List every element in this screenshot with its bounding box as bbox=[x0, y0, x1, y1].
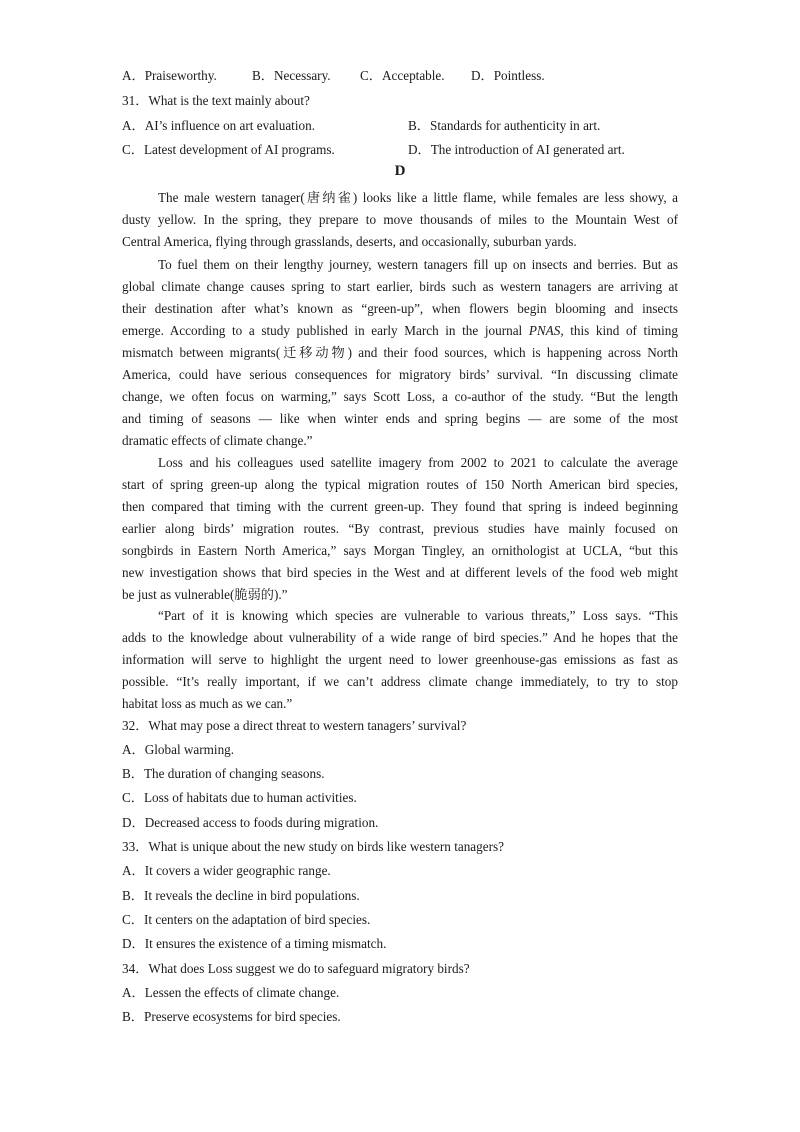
text-line: Loss and his colleagues used satellite imagery from 2002 to 2021 to calculate the average bbox=[158, 455, 678, 470]
text-line: mismatch between migrants(迁移动物) and their food sources, which is happening across North bbox=[122, 345, 678, 360]
q32-option-c: C．Loss of habitats due to human activities. bbox=[122, 790, 357, 805]
text-line: new investigation shows that bird species in the West and at different levels of the food web might bbox=[122, 565, 678, 580]
q33-option-a: A．It covers a wider geographic range. bbox=[122, 863, 331, 878]
text-line: adds to the knowledge about vulnerability of a wide range of bird species.” And he hopes that the bbox=[122, 630, 678, 645]
journal-name: PNAS bbox=[528, 323, 561, 338]
text-line: and timing of seasons — like when winter ends and spring begins — are some of the most bbox=[122, 411, 678, 426]
q31-option-d: D．The introduction of AI generated art. bbox=[408, 142, 625, 157]
q33-option-d: D．It ensures the existence of a timing mismatch. bbox=[122, 936, 387, 951]
text-line: be just as vulnerable(脆弱的).” bbox=[122, 587, 288, 602]
q33-option-b: B．It reveals the decline in bird populations. bbox=[122, 888, 360, 903]
passage-paragraph-1 bbox=[122, 190, 678, 256]
text-line: change, we often focus on warming,” says Scott Loss, a co-author of the study. “But the length bbox=[122, 389, 678, 404]
text-line: Central America, flying through grasslands, deserts, and occasionally, suburban yards. bbox=[122, 234, 577, 249]
text-line: The male western tanager(唐纳雀) looks like a little flame, while females are less showy, a bbox=[158, 190, 678, 205]
text-line: possible. “It’s really important, if we can’t address climate change immediately, to try to stop bbox=[122, 674, 678, 689]
text-line: start of spring green-up along the typical migration routes of 150 North American bird species, bbox=[122, 477, 678, 492]
passage-paragraph-4 bbox=[122, 608, 678, 718]
text-line: then compared that timing with the current green-up. They found that spring is indeed beginning bbox=[122, 499, 678, 514]
prev-option-b: B．Necessary. bbox=[252, 68, 331, 83]
section-title: D bbox=[394, 163, 406, 179]
prev-option-d: D．Pointless. bbox=[471, 68, 545, 83]
q31-stem: 31．What is the text mainly about? bbox=[122, 93, 310, 108]
q32-option-a: A．Global warming. bbox=[122, 742, 235, 757]
q33-stem: 33．What is unique about the new study on birds like western tanagers? bbox=[122, 839, 504, 854]
text-line: America, could have serious consequences for migratory birds’ survival. “In discussing climate bbox=[122, 367, 678, 382]
q32-option-d: D．Decreased access to foods during migration. bbox=[122, 815, 379, 830]
q34-option-a: A．Lessen the effects of climate change. bbox=[122, 985, 340, 1000]
q32-stem: 32．What may pose a direct threat to western tanagers’ survival? bbox=[122, 718, 467, 733]
text-line: information will serve to highlight the urgent need to lower greenhouse-gas emissions as fast as bbox=[122, 652, 678, 667]
prev-option-a: A．Praiseworthy. bbox=[122, 68, 217, 83]
text-line: global climate change causes spring to start earlier, birds such as western tanagers are arriving at bbox=[122, 279, 678, 294]
text-line: songbirds in Eastern North America,” says Morgan Tingley, an ornithologist at UCLA, “but this bbox=[122, 543, 678, 558]
text-line: habitat loss as much as we can.” bbox=[122, 696, 293, 711]
text-line-with-italic: emerge. According to a study published in early March in the journal PNAS, this kind of timing bbox=[122, 323, 678, 338]
q32-option-b: B．The duration of changing seasons. bbox=[122, 766, 325, 781]
text-line: dramatic effects of climate change.” bbox=[122, 433, 313, 448]
text-line: “Part of it is knowing which species are vulnerable to various threats,” Loss says. “This bbox=[158, 608, 678, 623]
text-line: earlier along birds’ migration routes. “By contrast, previous studies have mainly focused on bbox=[122, 521, 678, 536]
q31-option-c: C．Latest development of AI programs. bbox=[122, 142, 335, 157]
passage-paragraph-3 bbox=[122, 455, 678, 609]
q31-option-a: A．AI’s influence on art evaluation. bbox=[122, 118, 315, 133]
passage-paragraph-2 bbox=[122, 257, 678, 455]
text-line: their destination after what’s known as “green-up”, when flowers begin blooming and insects bbox=[122, 301, 678, 316]
prev-option-c: C．Acceptable. bbox=[360, 68, 445, 83]
q31-option-b: B．Standards for authenticity in art. bbox=[408, 118, 601, 133]
q34-stem: 34．What does Loss suggest we do to safeguard migratory birds? bbox=[122, 961, 470, 976]
q34-option-b: B．Preserve ecosystems for bird species. bbox=[122, 1009, 341, 1024]
text-line: dusty yellow. In the spring, they prepare to move thousands of miles to the Mountain West of bbox=[122, 212, 678, 227]
text-line: To fuel them on their lengthy journey, western tanagers fill up on insects and berries. But as bbox=[158, 257, 678, 272]
q33-option-c: C．It centers on the adaptation of bird species. bbox=[122, 912, 371, 927]
